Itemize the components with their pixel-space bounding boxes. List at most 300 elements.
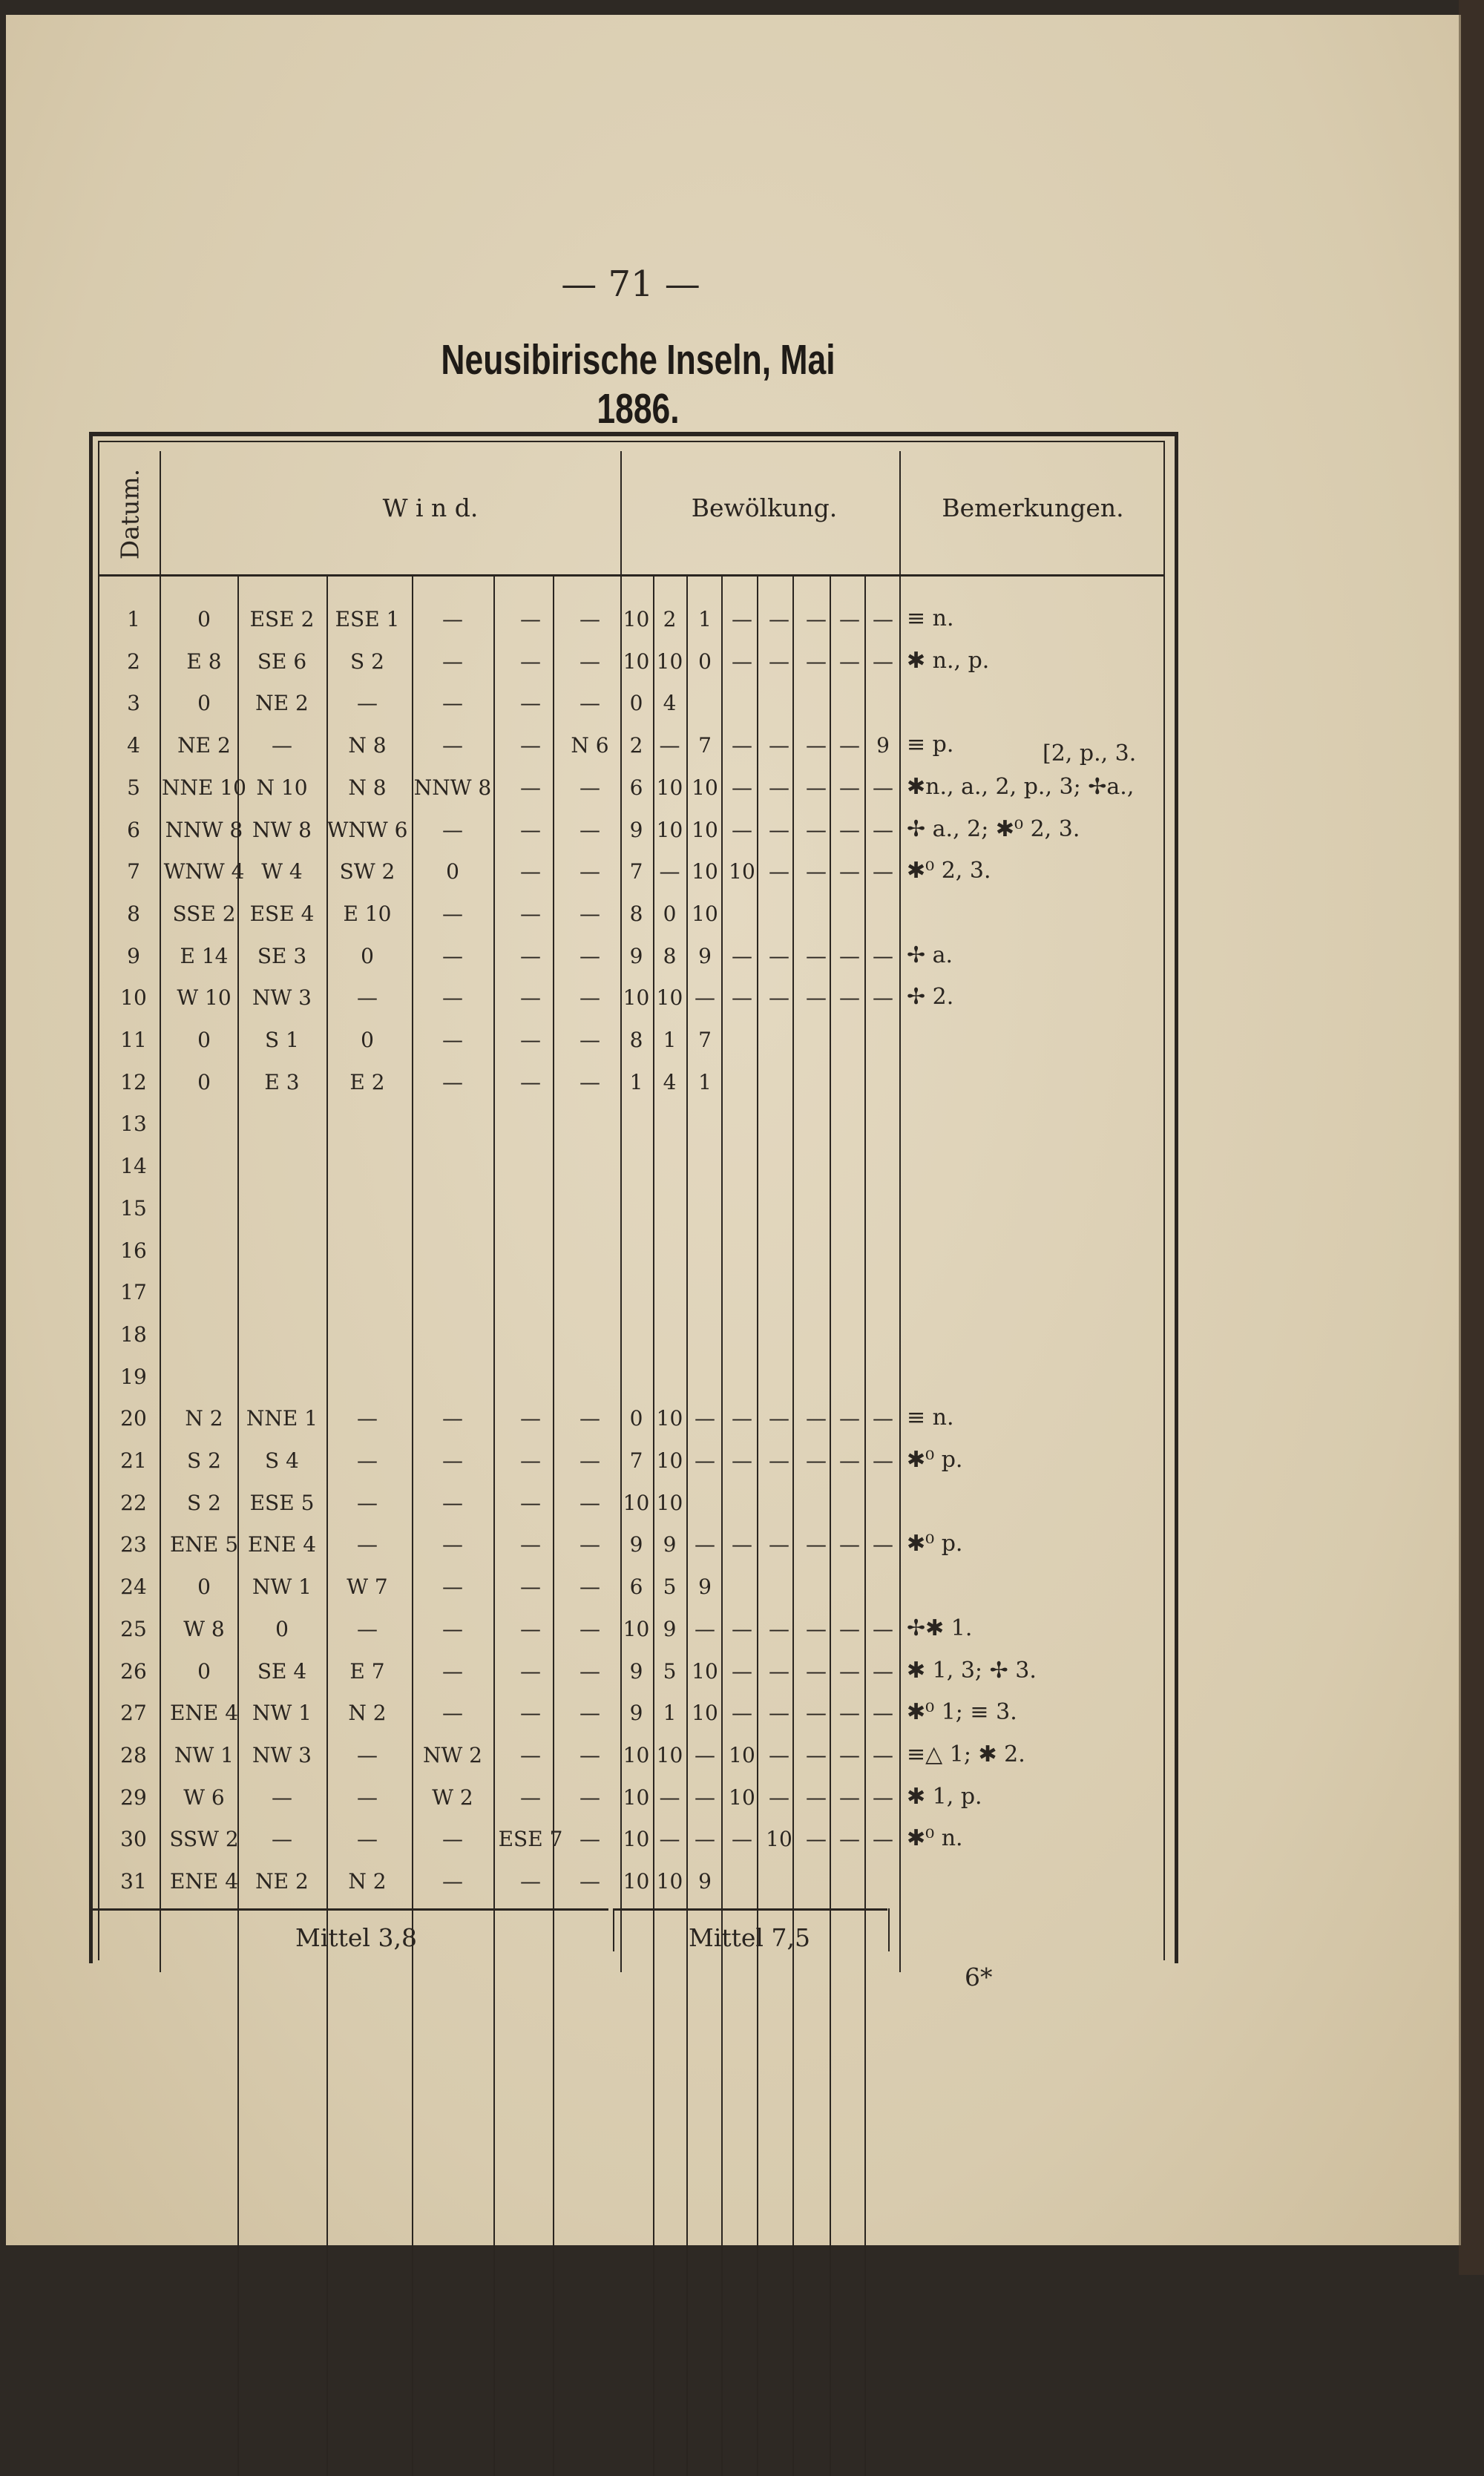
cloud-cell: 9 [698, 1574, 712, 1600]
wind-cell: WNW 6 [326, 817, 408, 842]
cloud-cell: 4 [663, 691, 677, 716]
wind-cell: N 8 [348, 733, 387, 758]
wind-cell: SSW 2 [169, 1827, 239, 1852]
cloud-cell: — [659, 733, 680, 758]
wind-cell: SSE 2 [172, 901, 236, 926]
cloud-cell: — [659, 1784, 680, 1810]
cloud-cell: 9 [876, 733, 890, 758]
remark-cell: ✱⁰ n. [907, 1825, 963, 1852]
wind-cell: — [520, 1069, 541, 1094]
cloud-cell: — [732, 1616, 752, 1641]
wind-cell: ENE 4 [169, 1701, 239, 1726]
wind-cell: 0 [197, 1574, 211, 1600]
column-rule [888, 1908, 890, 1951]
signature-mark: 6* [965, 1963, 993, 1991]
wind-cell: — [442, 1448, 463, 1473]
cloud-cell: — [839, 648, 860, 674]
cloud-cell: — [839, 775, 860, 800]
cloud-cell: — [769, 1532, 789, 1557]
cloud-cell: 10 [623, 985, 650, 1011]
cloud-cell: — [806, 1616, 827, 1641]
datum-cell: 21 [120, 1448, 147, 1473]
cloud-cell: — [806, 943, 827, 968]
remark-cell: ≡ n. [907, 605, 954, 631]
wind-cell: S 4 [265, 1448, 299, 1473]
cloud-cell: — [806, 817, 827, 842]
cloud-cell: 9 [629, 817, 643, 842]
wind-cell: — [442, 733, 463, 758]
cloud-cell: 4 [663, 1069, 677, 1094]
cloud-cell: 9 [629, 1701, 643, 1726]
wind-cell: — [442, 985, 463, 1011]
cloud-cell: 10 [656, 1490, 683, 1515]
cloud-cell: — [839, 817, 860, 842]
cloud-cell: 9 [629, 1658, 643, 1684]
cloud-cell: — [806, 985, 827, 1011]
wind-cell: 0 [197, 1658, 211, 1684]
cloud-cell: 10 [656, 1448, 683, 1473]
cloud-cell: — [695, 1784, 715, 1810]
wind-cell: — [442, 648, 463, 674]
cloud-cell: 10 [623, 1869, 650, 1894]
wind-cell: — [442, 1069, 463, 1094]
cloud-cell: — [873, 817, 893, 842]
cloud-cell: 10 [623, 648, 650, 674]
wind-cell: NW 1 [252, 1574, 312, 1600]
cloud-cell: 9 [629, 1532, 643, 1557]
cloud-cell: 0 [663, 901, 677, 926]
cloud-cell: — [873, 648, 893, 674]
wind-cell: — [357, 1784, 378, 1810]
cloud-cell: 5 [663, 1658, 677, 1684]
wind-cell: 0 [361, 943, 374, 968]
datum-cell: 18 [120, 1321, 147, 1347]
cloud-cell: 7 [629, 1448, 643, 1473]
remark-cell: ✢ a., 2; ✱⁰ 2, 3. [907, 815, 1080, 842]
datum-cell: 14 [120, 1154, 147, 1179]
cloud-cell: — [806, 1827, 827, 1852]
cloud-cell: — [732, 648, 752, 674]
cloud-cell: 9 [698, 1869, 712, 1894]
wind-cell: SE 3 [257, 943, 307, 968]
cloud-cell: 10 [656, 817, 683, 842]
cloud-cell: — [839, 1532, 860, 1557]
cloud-cell: 7 [698, 1028, 712, 1052]
cloud-cell: 1 [663, 1701, 677, 1726]
cloud-cell: — [732, 1701, 752, 1726]
cloud-cell: 10 [656, 1406, 683, 1431]
cloud-cell: — [695, 1827, 715, 1852]
column-rule [613, 1908, 614, 1951]
cloud-cell: 10 [729, 1784, 755, 1810]
datum-cell: 7 [127, 859, 140, 884]
cloud-cell: 1 [629, 1069, 643, 1094]
cloud-cell: — [873, 1616, 893, 1641]
wind-cell: NE 2 [177, 733, 231, 758]
page-title: Neusibirische Inseln, Mai 1886. [441, 336, 835, 433]
wind-cell: SW 2 [339, 859, 395, 884]
wind-cell: — [442, 817, 463, 842]
cloud-cell: 10 [692, 1701, 718, 1726]
cloud-cell: — [769, 1742, 789, 1767]
wind-cell: E 2 [349, 1069, 385, 1094]
header-divider [98, 574, 1165, 577]
wind-cell: — [520, 859, 541, 884]
wind-cell: — [520, 1742, 541, 1767]
cloud-cell: — [873, 1406, 893, 1431]
wind-cell: — [272, 1784, 292, 1810]
cloud-cell: — [806, 1406, 827, 1431]
cloud-cell: — [732, 817, 752, 842]
wind-cell: ESE 1 [335, 607, 400, 631]
wind-cell: W 8 [183, 1616, 225, 1641]
cloud-cell: — [695, 1448, 715, 1473]
wind-cell: W 6 [183, 1784, 225, 1810]
wind-cell: — [580, 1490, 600, 1515]
wind-cell: NW 2 [423, 1742, 482, 1767]
cloud-cell: — [839, 1616, 860, 1641]
cloud-cell: 5 [663, 1574, 677, 1600]
cloud-cell: 10 [692, 859, 718, 884]
page-number: — 71 — [561, 263, 700, 305]
cloud-cell: — [873, 1784, 893, 1810]
datum-cell: 24 [120, 1574, 147, 1600]
wind-cell: — [580, 859, 600, 884]
datum-cell: 28 [120, 1742, 147, 1767]
wind-cell: — [580, 1658, 600, 1684]
remark-cell: ✱ 1, 3; ✢ 3. [907, 1657, 1037, 1684]
wind-cell: — [520, 648, 541, 674]
remark-cell: ✱⁰ 2, 3. [907, 858, 991, 884]
wind-cell: E 7 [349, 1658, 385, 1684]
cloud-cell: — [839, 1406, 860, 1431]
wind-cell: — [442, 1658, 463, 1684]
wind-cell: — [520, 985, 541, 1011]
wind-cell: N 2 [185, 1406, 223, 1431]
cloud-cell: — [769, 1784, 789, 1810]
cloud-cell: — [839, 1784, 860, 1810]
wind-cell: — [442, 607, 463, 631]
datum-cell: 10 [120, 985, 147, 1011]
remark-cell: ✱n., a., 2, p., 3; ✢a., [907, 773, 1135, 800]
cloud-cell: — [873, 985, 893, 1011]
remark-cell: ≡△ 1; ✱ 2. [907, 1741, 1025, 1767]
cloud-cell: — [839, 859, 860, 884]
cloud-cell: 10 [623, 1490, 650, 1515]
cloud-cell: — [806, 859, 827, 884]
wind-cell: — [442, 1406, 463, 1431]
wind-cell: — [580, 943, 600, 968]
wind-cell: — [520, 1658, 541, 1684]
wind-cell: — [272, 733, 292, 758]
wind-cell: — [357, 1406, 378, 1431]
cloud-cell: — [769, 1701, 789, 1726]
wind-cell: — [520, 1616, 541, 1641]
wind-cell: — [580, 1827, 600, 1852]
cloud-cell: 10 [623, 1742, 650, 1767]
wind-cell: W 10 [177, 985, 232, 1011]
bewoelkung-header: Bewölkung. [691, 493, 838, 522]
cloud-cell: — [769, 607, 789, 631]
cloud-cell: 10 [692, 775, 718, 800]
cloud-cell: — [873, 859, 893, 884]
remark-cell: ✱⁰ p. [907, 1531, 963, 1557]
remark-cell: ✢✱ 1. [907, 1615, 973, 1641]
wind-cell: W 2 [432, 1784, 473, 1810]
cloud-cell: 0 [629, 1406, 643, 1431]
cloud-cell: 8 [629, 901, 643, 926]
wind-cell: NNE 10 [162, 775, 246, 800]
wind-cell: — [580, 1574, 600, 1600]
cloud-cell: — [839, 1742, 860, 1767]
wind-cell: ENE 5 [169, 1532, 239, 1557]
cloud-cell: 0 [629, 691, 643, 716]
datum-cell: 23 [120, 1532, 147, 1557]
datum-cell: 16 [120, 1238, 147, 1263]
cloud-cell: — [806, 607, 827, 631]
cloud-cell: — [839, 985, 860, 1011]
wind-cell: — [580, 1028, 600, 1052]
cloud-cell: 10 [623, 607, 650, 631]
cloud-cell: — [695, 1742, 715, 1767]
datum-cell: 2 [127, 648, 140, 674]
cloud-cell: 10 [766, 1827, 792, 1852]
cloud-cell: 9 [663, 1616, 677, 1641]
wind-cell: WNW 4 [163, 859, 245, 884]
wind-cell: — [520, 1028, 541, 1052]
wind-cell: W 7 [347, 1574, 388, 1600]
cloud-cell: 8 [629, 1028, 643, 1052]
wind-cell: NW 8 [252, 817, 312, 842]
cloud-cell: — [769, 943, 789, 968]
wind-cell: N 2 [348, 1701, 387, 1726]
cloud-cell: — [732, 1658, 752, 1684]
datum-cell: 5 [127, 775, 140, 800]
wind-cell: — [520, 1406, 541, 1431]
cloud-cell: — [732, 1827, 752, 1852]
wind-cell: E 3 [264, 1069, 300, 1094]
wind-cell: — [520, 691, 541, 716]
wind-cell: ENE 4 [169, 1869, 239, 1894]
cloud-cell: — [806, 733, 827, 758]
datum-cell: 12 [120, 1069, 147, 1094]
cloud-cell: — [873, 1532, 893, 1557]
cloud-cell: — [732, 943, 752, 968]
cloud-cell: — [769, 985, 789, 1011]
remark-cell: ✢ a. [907, 942, 953, 968]
cloud-cell: — [732, 1532, 752, 1557]
wind-cell: — [442, 1616, 463, 1641]
cloud-cell: — [873, 1701, 893, 1726]
cloud-cell: — [695, 1616, 715, 1641]
cloud-cell: 6 [629, 775, 643, 800]
wind-cell: 0 [197, 691, 211, 716]
datum-cell: 9 [127, 943, 140, 968]
wind-cell: — [580, 607, 600, 631]
wind-cell: — [580, 1784, 600, 1810]
cloud-cell: — [839, 1827, 860, 1852]
wind-cell: 0 [197, 607, 211, 631]
wind-cell: — [520, 1532, 541, 1557]
cloud-cell: 10 [729, 1742, 755, 1767]
wind-cell: — [580, 691, 600, 716]
datum-cell: 22 [120, 1490, 147, 1515]
cloud-cell: 6 [629, 1574, 643, 1600]
cloud-cell: — [806, 1658, 827, 1684]
wind-cell: ESE 5 [249, 1490, 315, 1515]
wind-cell: — [580, 1701, 600, 1726]
cloud-cell: — [695, 1406, 715, 1431]
remark-cell: ✱⁰ p. [907, 1447, 963, 1473]
cloud-cell: 10 [623, 1827, 650, 1852]
wind-cell: — [520, 1869, 541, 1894]
cloud-cell: — [839, 943, 860, 968]
cloud-cell: — [769, 1616, 789, 1641]
cloud-cell: 1 [698, 1069, 712, 1094]
cloud-cell: — [695, 1532, 715, 1557]
wind-cell: E 8 [186, 648, 222, 674]
wind-cell: — [580, 901, 600, 926]
cloud-cell: — [839, 733, 860, 758]
cloud-cell: 9 [629, 943, 643, 968]
cloud-cell: — [732, 985, 752, 1011]
cloud-mean: Mittel 7,5 [689, 1923, 810, 1952]
remark-cell: ≡ p. [907, 732, 954, 758]
cloud-cell: — [806, 1448, 827, 1473]
cloud-cell: — [873, 1448, 893, 1473]
cloud-cell: — [839, 1658, 860, 1684]
cloud-cell: 10 [623, 1616, 650, 1641]
wind-cell: S 1 [265, 1028, 299, 1052]
wind-cell: — [520, 901, 541, 926]
wind-cell: — [580, 1532, 600, 1557]
cloud-cell: — [659, 1827, 680, 1852]
cloud-cell: — [873, 1742, 893, 1767]
wind-cell: — [520, 817, 541, 842]
cloud-cell: — [659, 859, 680, 884]
wind-cell: — [357, 1827, 378, 1852]
wind-cell: — [442, 1490, 463, 1515]
wind-cell: — [357, 1742, 378, 1767]
wind-cell: N 8 [348, 775, 387, 800]
bewoelkung-sum-line [613, 1908, 887, 1911]
wind-cell: S 2 [187, 1490, 221, 1515]
wind-cell: NNW 8 [413, 775, 492, 800]
cloud-cell: — [806, 648, 827, 674]
wind-cell: — [580, 1069, 600, 1094]
wind-cell: — [580, 775, 600, 800]
wind-cell: NW 1 [174, 1742, 234, 1767]
wind-cell: — [580, 817, 600, 842]
wind-cell: 0 [446, 859, 459, 884]
wind-cell: ESE 4 [249, 901, 315, 926]
cloud-cell: — [732, 775, 752, 800]
cloud-cell: — [806, 775, 827, 800]
datum-cell: 6 [127, 817, 140, 842]
cloud-cell: 2 [663, 607, 677, 631]
wind-cell: — [442, 1574, 463, 1600]
wind-cell: E 14 [180, 943, 229, 968]
cloud-cell: 10 [656, 985, 683, 1011]
cloud-cell: 0 [698, 648, 712, 674]
cloud-cell: — [806, 1532, 827, 1557]
wind-cell: — [357, 1532, 378, 1557]
wind-cell: — [357, 1616, 378, 1641]
wind-cell: — [580, 1616, 600, 1641]
wind-cell: — [580, 985, 600, 1011]
wind-cell: — [520, 775, 541, 800]
cloud-cell: — [769, 1406, 789, 1431]
cloud-cell: — [806, 1784, 827, 1810]
wind-cell: — [520, 1701, 541, 1726]
wind-cell: — [357, 691, 378, 716]
wind-cell: NW 3 [252, 985, 312, 1011]
wind-cell: — [580, 648, 600, 674]
cloud-cell: 1 [698, 607, 712, 631]
wind-cell: — [580, 1406, 600, 1431]
cloud-cell: — [769, 733, 789, 758]
wind-cell: — [357, 985, 378, 1011]
wind-cell: NNE 1 [246, 1406, 318, 1431]
cloud-cell: — [873, 943, 893, 968]
wind-cell: — [520, 733, 541, 758]
wind-cell: NW 3 [252, 1742, 312, 1767]
cloud-cell: 8 [663, 943, 677, 968]
datum-cell: 15 [120, 1195, 147, 1221]
cloud-cell: 10 [692, 817, 718, 842]
wind-cell: 0 [361, 1028, 374, 1052]
cloud-cell: — [769, 817, 789, 842]
cloud-cell: — [839, 1701, 860, 1726]
bemerkungen-header: Bemerkungen. [942, 493, 1124, 522]
datum-cell: 20 [120, 1406, 147, 1431]
wind-cell: — [520, 1574, 541, 1600]
datum-cell: 19 [120, 1364, 147, 1389]
wind-cell: — [442, 901, 463, 926]
cloud-cell: — [839, 1448, 860, 1473]
wind-cell: — [580, 1869, 600, 1894]
remark-continuation: [2, p., 3. [1043, 740, 1137, 766]
datum-cell: 31 [120, 1869, 147, 1894]
cloud-cell: 10 [692, 1658, 718, 1684]
cloud-cell: — [806, 1701, 827, 1726]
wind-cell: — [442, 943, 463, 968]
wind-header: W i n d. [382, 493, 479, 522]
cloud-cell: — [806, 1742, 827, 1767]
remark-cell: ✱ n., p. [907, 647, 990, 674]
wind-cell: — [442, 1701, 463, 1726]
cloud-cell: 10 [623, 1784, 650, 1810]
cloud-cell: 7 [698, 733, 712, 758]
datum-cell: 27 [120, 1701, 147, 1726]
datum-cell: 8 [127, 901, 140, 926]
cloud-cell: — [769, 859, 789, 884]
wind-cell: — [357, 1490, 378, 1515]
datum-header: Datum. [115, 468, 145, 559]
datum-cell: 11 [120, 1028, 147, 1052]
datum-cell: 26 [120, 1658, 147, 1684]
wind-cell: SE 4 [257, 1658, 307, 1684]
cloud-cell: 10 [656, 1742, 683, 1767]
cloud-cell: — [695, 985, 715, 1011]
cloud-cell: — [839, 607, 860, 631]
datum-cell: 4 [127, 733, 140, 758]
cloud-cell: — [769, 648, 789, 674]
cloud-cell: 7 [629, 859, 643, 884]
datum-cell: 25 [120, 1616, 147, 1641]
remark-cell: ≡ n. [907, 1405, 954, 1431]
cloud-cell: — [769, 1658, 789, 1684]
